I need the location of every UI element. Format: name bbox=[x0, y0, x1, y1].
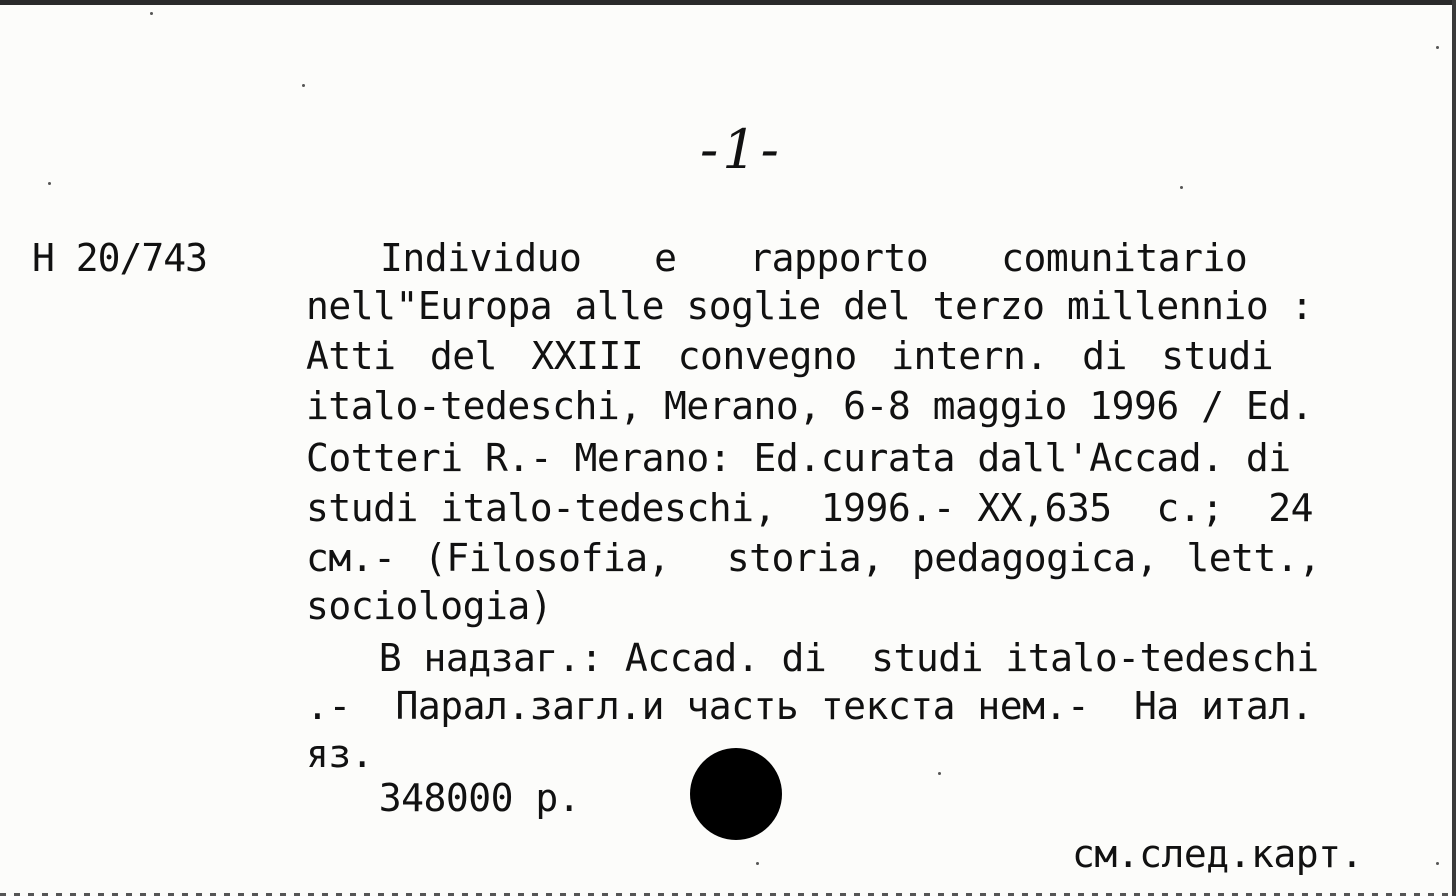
card-edge-top bbox=[0, 0, 1456, 5]
note-line-1: В надзаг.: Accad. di studi italo-tedeschi bbox=[334, 636, 1319, 680]
card-edge-right bbox=[1452, 0, 1456, 896]
scan-speck bbox=[302, 84, 305, 87]
note-line-3: яз. bbox=[306, 732, 374, 776]
scan-speck bbox=[150, 12, 153, 15]
scan-speck bbox=[1436, 46, 1439, 49]
entry-line-4: italo-tedeschi, Merano, 6-8 maggio 1996 / Ed. bbox=[306, 384, 1314, 428]
scan-speck bbox=[938, 772, 941, 775]
price-line: 348000 р. bbox=[334, 776, 581, 820]
entry-line-3: Atti del XXIII convegno intern. di studi bbox=[306, 334, 1274, 378]
entry-line-8: sociologia) bbox=[306, 584, 553, 628]
note-line-2: .- Парал.загл.и часть текста нем.- На итал. bbox=[306, 684, 1314, 728]
entry-line-6: studi italo-tedeschi, 1996.- XX,635 c.; 24 bbox=[306, 486, 1314, 530]
scan-speck bbox=[1436, 862, 1439, 865]
entry-line-7: см.- (Filosofia, storia, pedagogica, lett., bbox=[306, 536, 1321, 580]
entry-line-5: Cotteri R.- Merano: Ed.curata dall'Accad. di bbox=[306, 436, 1291, 480]
scan-speck bbox=[756, 862, 759, 865]
scan-speck bbox=[48, 182, 51, 185]
continuation-note: см.след.карт. bbox=[1072, 832, 1363, 876]
scan-speck bbox=[1180, 186, 1183, 189]
card-sequence-number: -1- bbox=[700, 118, 783, 181]
punch-hole bbox=[690, 748, 782, 840]
shelfmark: H 20/743 bbox=[32, 236, 208, 280]
entry-line-2: nell"Europa alle soglie del terzo millennio : bbox=[306, 284, 1314, 328]
entry-line-1: Individuo e rapporto comunitario bbox=[380, 236, 1248, 280]
